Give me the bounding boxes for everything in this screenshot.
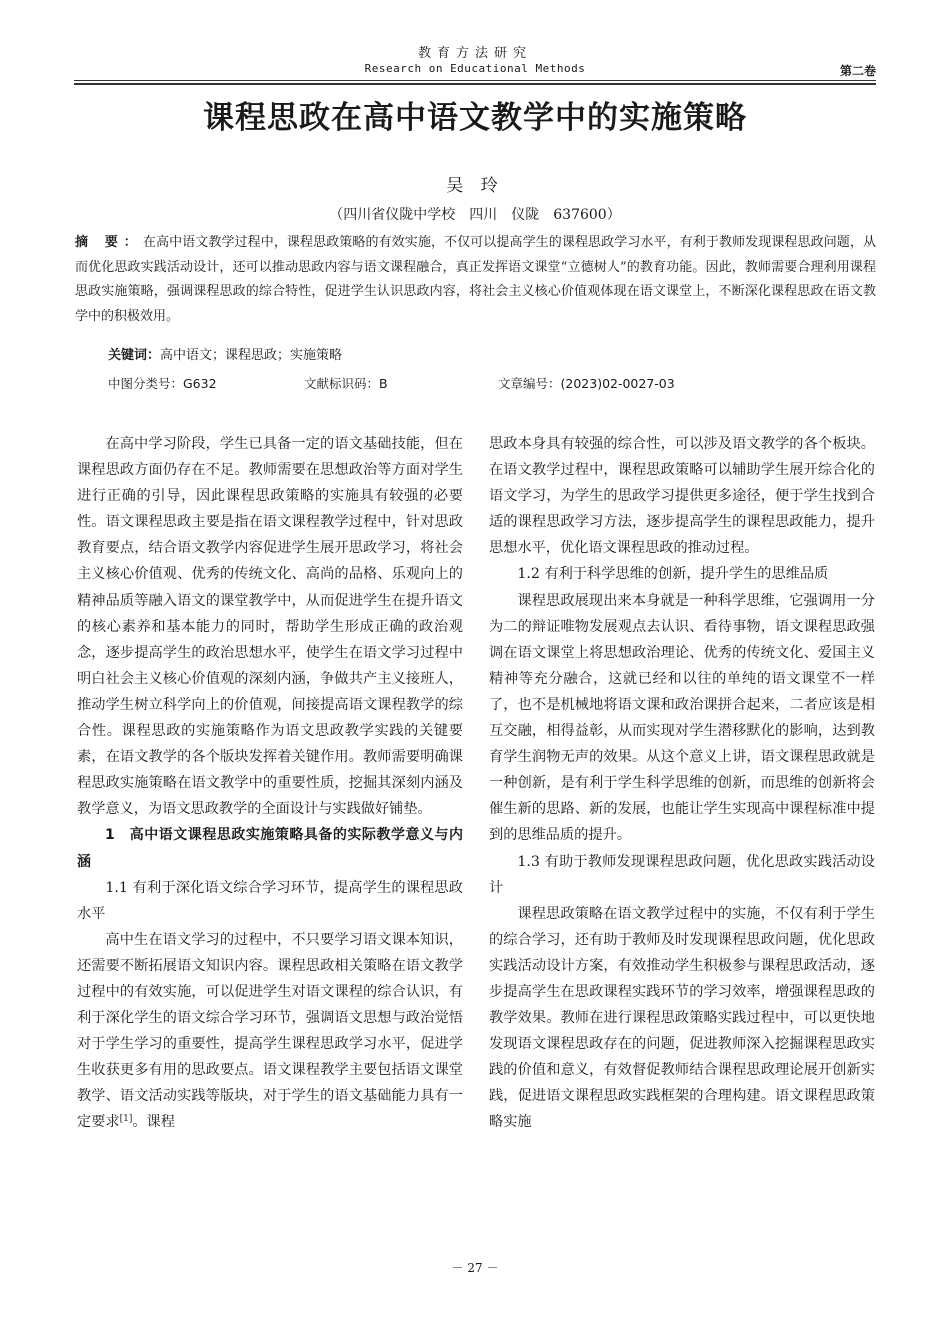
citation-ref: [1]	[119, 1114, 133, 1125]
paragraph-continued: 思政本身具有较强的综合性，可以涉及语文教学的各个板块。在语文教学过程中，课程思政策略可以辅助学生展开综合化的语文学习，为学生的思政学习提供更多途径，便于学生找到合适的课程思政学习方法，逐步提高学生的课程思政能力，提升思想水平，优化语文课程思政的推动过程。	[489, 436, 875, 557]
article-number: 文章编号：(2023)02-0027-03	[498, 376, 675, 391]
keywords	[108, 344, 342, 363]
paragraph	[77, 927, 463, 1136]
abstract	[75, 231, 876, 329]
section-heading: 1 高中语文课程思政实施策略具备的实际教学意义与内涵	[77, 827, 463, 870]
article-title: 课程思政在高中语文教学中的实施策略	[203, 100, 747, 136]
document-code: 文献标识码：B	[304, 376, 388, 391]
subsection-heading: 1.3 有助于教师发现课程思政问题，优化思政实践活动设计	[489, 853, 875, 896]
running-header	[74, 40, 876, 80]
author-name: 吴 玲	[446, 176, 504, 196]
paragraph-tail: 。课程	[132, 1114, 175, 1131]
abstract-label: 摘 要：	[75, 235, 143, 250]
journal-title-en: Research on Educational Methods	[364, 62, 586, 75]
author-affiliation: （四川省仪陇中学校 四川 仪陇 637600）	[329, 207, 621, 223]
paragraph: 在高中学习阶段，学生已具备一定的语文基础技能，但在课程思政方面仍存在不足。教师需要在思想政治等方面对学生进行正确的引导，因此课程思政策略的实施具有较强的必要性。语文课程思政主要是指在语文课程教学过程中，针对思政教育要点，结合语文教学内容促进学生展开思政学习，将社会主义核心价值观、优秀的传统文化、高尚的品格、乐观向上的精神品质等融入语文的课堂教学中，从而促进学生在提升语文的核心素养和基本能力的同时，帮助学生形成正确的政治观念，逐步提高学生的政治思想水平，使学生在语文学习过程中明白社会主义核心价值观的深刻内涵，争做共产主义接班人，推动学生树立科学向上的价值观，间接提高语文课程教学的综合性。课程思政的实施策略作为语文思政教学实践的关键要素，在语文教学的各个版块发挥着关键作用。教师需要明确课程思政实施策略在语文教学中的重要性质，挖掘其深刻内涵及教学意义，为语文思政教学的全面设计与实践做好铺垫。	[77, 436, 463, 818]
header-rule-thick	[74, 83, 876, 85]
page-number: － 27 －	[451, 1261, 499, 1275]
subsection-heading: 1.2 有利于科学思维的创新，提升学生的思维品质	[517, 566, 829, 583]
journal-title-cn: 教育方法研究	[417, 46, 532, 61]
abstract-text: 在高中语文教学过程中，课程思政策略的有效实施，不仅可以提高学生的课程思政学习水平，有利于教师发现课程思政问题，从而优化思政实践活动设计，还可以推动思政内容与语文课程融合，真正发挥语文课堂“立德树人”的教育功能。因此，教师需要合理利用课程思政实施策略，强调课程思政的综合特性，促进学生认识思政内容，将社会主义核心价值观体现在语文课堂上，不断深化课程思政在语文教学中的积极效用。	[75, 235, 876, 324]
subsection-heading: 1.1 有利于深化语文综合学习环节，提高学生的课程思政水平	[77, 879, 463, 922]
keywords-text: 高中语文；课程思政；实施策略	[160, 348, 343, 363]
header-rule-thin	[74, 80, 876, 81]
body-column-left	[77, 431, 463, 1136]
paragraph-text: 高中生在语文学习的过程中，不只要学习语文课本知识，还需要不断拓展语文知识内容。课程思政相关策略在语文教学过程中的有效实施，可以促进学生对语文课程的综合认识，有利于深化学生的语文综合学习环节，强调语文思想与政治觉悟对于学生学习的重要性，提高学生课程思政学习水平，促进学生收获更多有用的思政要点。语文课程教学主要包括语文课堂教学、语文活动实践等版块，对于学生的语文基础能力具有一定要求	[77, 931, 463, 1131]
body-column-right	[489, 431, 875, 1136]
paragraph: 课程思政策略在语文教学过程中的实施，不仅有利于学生的综合学习，还有助于教师及时发现课程思政问题，优化思政实践活动设计方案，有效推动学生积极参与课程思政活动，逐步提高学生在思政课程实践环节的学习效率，增强课程思政的教学效果。教师在进行课程思政策略实践过程中，可以更快地发现语文课程思政存在的问题，促进教师深入挖掘课程思政实践的价值和意义，有效督促教师结合课程思政理论展开创新实践，促进语文课程思政实践框架的合理构建。语文课程思政策略实施	[489, 905, 875, 1131]
keywords-label: 关键词：	[108, 348, 161, 363]
volume-label: 第二卷	[839, 64, 876, 78]
paragraph: 课程思政展现出来本身就是一种科学思维，它强调用一分为二的辩证唯物发展观点去认识、看待事物，语文课程思政强调在语文课堂上将思想政治理论、优秀的传统文化、爱国主义精神等充分融合，这就已经和以往的单纯的语文课堂不一样了，也不是机械地将语文课和政治课拼合起来，二者应该是相互交融，相得益彰，从而实现对学生潜移默化的影响，达到教育学生润物无声的效果。从这个意义上讲，语文课程思政就是一种创新，是有利于学生科学思维的创新，而思维的创新将会催生新的思路、新的发展，也能让学生实现高中课程标准中提到的思维品质的提升。	[489, 592, 875, 844]
clc-number: 中图分类号：G632	[108, 376, 217, 391]
